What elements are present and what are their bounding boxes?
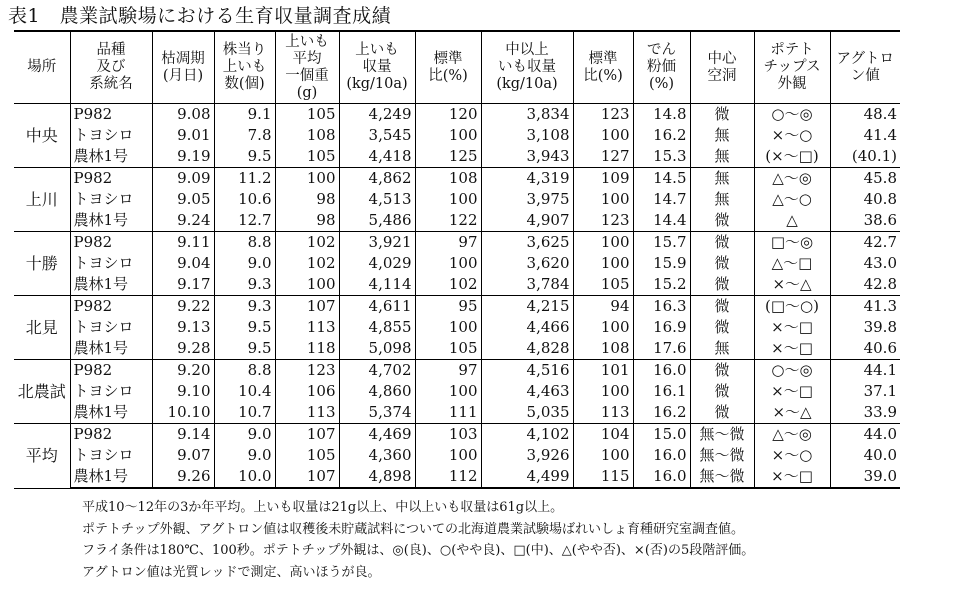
wilting-date-cell: 9.10	[152, 381, 214, 402]
wilting-date-cell: 9.05	[152, 189, 214, 210]
wilting-date-cell: 9.24	[152, 210, 214, 232]
table-row	[14, 125, 900, 146]
variety-cell: P982	[70, 168, 152, 190]
avg-tuber-weight-cell: 113	[275, 317, 339, 338]
header-avg-tuber-weight: 上いも 平均 一個重 (g)	[275, 31, 339, 104]
ml-yield-ratio-cell: 127	[573, 146, 633, 168]
marketable-yield-cell: 4,469	[339, 424, 415, 446]
agtron-cell: 43.0	[830, 253, 900, 274]
starch-value-cell: 16.2	[633, 125, 690, 146]
marketable-yield-cell: 4,860	[339, 381, 415, 402]
avg-tuber-weight-cell: 113	[275, 402, 339, 424]
location-cell: 十勝	[14, 232, 70, 296]
ml-yield-ratio-cell: 100	[573, 445, 633, 466]
avg-tuber-weight-cell: 118	[275, 338, 339, 360]
avg-tuber-weight-cell: 98	[275, 210, 339, 232]
starch-value-cell: 14.5	[633, 168, 690, 190]
wilting-date-cell: 9.04	[152, 253, 214, 274]
footnote: ポテトチップ外観、アグトロン値は収穫後未貯蔵試料についての北海道農業試験場ばれいしょ育種研究室調査値。	[82, 521, 744, 537]
yield-ratio-cell: 108	[415, 168, 481, 190]
yield-ratio-cell: 100	[415, 189, 481, 210]
footnote: 平成10～12年の3か年平均。上いも収量は21g以上、中以上いも収量は61g以上。	[82, 500, 564, 515]
medium-large-yield-cell: 4,102	[481, 424, 573, 446]
table-row	[14, 381, 900, 402]
hollow-heart-cell: 微	[690, 253, 754, 274]
starch-value-cell: 15.0	[633, 424, 690, 446]
yield-ratio-cell: 120	[415, 104, 481, 126]
header-hollow-heart: 中心 空洞	[690, 31, 754, 104]
agtron-cell: 41.4	[830, 125, 900, 146]
table-row	[14, 445, 900, 466]
chip-appearance-cell: △～◎	[754, 424, 830, 446]
chip-appearance-cell: ×～□	[754, 338, 830, 360]
starch-value-cell: 15.3	[633, 146, 690, 168]
chip-appearance-cell: △～◎	[754, 168, 830, 190]
avg-tuber-weight-cell: 107	[275, 466, 339, 488]
chip-appearance-cell: ×～□	[754, 381, 830, 402]
starch-value-cell: 16.0	[633, 445, 690, 466]
tubers-per-plant-cell: 9.0	[214, 445, 275, 466]
hollow-heart-cell: 微	[690, 274, 754, 296]
starch-value-cell: 16.2	[633, 402, 690, 424]
hollow-heart-cell: 微	[690, 232, 754, 254]
wilting-date-cell: 9.07	[152, 445, 214, 466]
agtron-cell: 44.0	[830, 424, 900, 446]
header-yield-ratio: 標準 比(%)	[415, 31, 481, 104]
marketable-yield-cell: 5,374	[339, 402, 415, 424]
starch-value-cell: 14.4	[633, 210, 690, 232]
table-row	[14, 189, 900, 210]
agtron-cell: 40.0	[830, 445, 900, 466]
avg-tuber-weight-cell: 107	[275, 296, 339, 318]
tubers-per-plant-cell: 12.7	[214, 210, 275, 232]
marketable-yield-cell: 3,921	[339, 232, 415, 254]
yield-ratio-cell: 97	[415, 360, 481, 382]
avg-tuber-weight-cell: 107	[275, 424, 339, 446]
ml-yield-ratio-cell: 94	[573, 296, 633, 318]
marketable-yield-cell: 4,611	[339, 296, 415, 318]
tubers-per-plant-cell: 9.5	[214, 338, 275, 360]
tubers-per-plant-cell: 8.8	[214, 232, 275, 254]
tubers-per-plant-cell: 11.2	[214, 168, 275, 190]
hollow-heart-cell: 無～微	[690, 466, 754, 488]
chip-appearance-cell: ○～◎	[754, 360, 830, 382]
tubers-per-plant-cell: 10.0	[214, 466, 275, 488]
variety-cell: 農林1号	[70, 274, 152, 296]
header-wilting-date: 枯凋期 (月日)	[152, 31, 214, 104]
marketable-yield-cell: 4,249	[339, 104, 415, 126]
hollow-heart-cell: 無	[690, 125, 754, 146]
wilting-date-cell: 9.09	[152, 168, 214, 190]
header-chip-appearance: ポテト チップス 外観	[754, 31, 830, 104]
hollow-heart-cell: 微	[690, 210, 754, 232]
marketable-yield-cell: 4,862	[339, 168, 415, 190]
avg-tuber-weight-cell: 106	[275, 381, 339, 402]
avg-tuber-weight-cell: 105	[275, 146, 339, 168]
marketable-yield-cell: 4,418	[339, 146, 415, 168]
agtron-cell: 33.9	[830, 402, 900, 424]
ml-yield-ratio-cell: 123	[573, 210, 633, 232]
yield-ratio-cell: 95	[415, 296, 481, 318]
tubers-per-plant-cell: 9.0	[214, 253, 275, 274]
table-row	[14, 104, 900, 126]
medium-large-yield-cell: 3,625	[481, 232, 573, 254]
yield-ratio-cell: 111	[415, 402, 481, 424]
medium-large-yield-cell: 3,620	[481, 253, 573, 274]
starch-value-cell: 14.7	[633, 189, 690, 210]
header-ml-yield-ratio: 標準 比(%)	[573, 31, 633, 104]
agtron-cell: 40.8	[830, 189, 900, 210]
chip-appearance-cell: □～◎	[754, 232, 830, 254]
medium-large-yield-cell: 4,499	[481, 466, 573, 488]
tubers-per-plant-cell: 8.8	[214, 360, 275, 382]
marketable-yield-cell: 4,855	[339, 317, 415, 338]
hollow-heart-cell: 無	[690, 146, 754, 168]
medium-large-yield-cell: 3,926	[481, 445, 573, 466]
yield-table	[14, 30, 900, 489]
hollow-heart-cell: 微	[690, 381, 754, 402]
agtron-cell: 37.1	[830, 381, 900, 402]
footnotes	[82, 497, 754, 583]
starch-value-cell: 16.1	[633, 381, 690, 402]
agtron-cell: 38.6	[830, 210, 900, 232]
header-marketable-yield: 上いも 収量 (kg/10a)	[339, 31, 415, 104]
ml-yield-ratio-cell: 100	[573, 381, 633, 402]
medium-large-yield-cell: 4,319	[481, 168, 573, 190]
variety-cell: トヨシロ	[70, 253, 152, 274]
hollow-heart-cell: 微	[690, 360, 754, 382]
table-row	[14, 317, 900, 338]
agtron-cell: 41.3	[830, 296, 900, 318]
table-row	[14, 466, 900, 488]
ml-yield-ratio-cell: 104	[573, 424, 633, 446]
variety-cell: P982	[70, 424, 152, 446]
wilting-date-cell: 9.11	[152, 232, 214, 254]
header-medium-large-yield: 中以上 いも収量 (kg/10a)	[481, 31, 573, 104]
hollow-heart-cell: 微	[690, 402, 754, 424]
ml-yield-ratio-cell: 100	[573, 189, 633, 210]
medium-large-yield-cell: 5,035	[481, 402, 573, 424]
location-cell: 北見	[14, 296, 70, 360]
avg-tuber-weight-cell: 102	[275, 253, 339, 274]
tubers-per-plant-cell: 9.3	[214, 296, 275, 318]
avg-tuber-weight-cell: 100	[275, 168, 339, 190]
variety-cell: 農林1号	[70, 210, 152, 232]
chip-appearance-cell: ×～△	[754, 402, 830, 424]
avg-tuber-weight-cell: 105	[275, 445, 339, 466]
starch-value-cell: 16.9	[633, 317, 690, 338]
hollow-heart-cell: 微	[690, 296, 754, 318]
variety-cell: トヨシロ	[70, 445, 152, 466]
tubers-per-plant-cell: 7.8	[214, 125, 275, 146]
ml-yield-ratio-cell: 109	[573, 168, 633, 190]
header-location: 場所	[14, 31, 70, 104]
header-row	[14, 31, 900, 104]
location-cell: 平均	[14, 424, 70, 489]
agtron-cell: 40.6	[830, 338, 900, 360]
ml-yield-ratio-cell: 115	[573, 466, 633, 488]
agtron-cell: 42.7	[830, 232, 900, 254]
footnote: フライ条件は180℃、100秒。ポテトチップ外観は、◎(良)、○(やや良)、□(中)、△(やや否)、×(否)の5段階評価。	[82, 543, 755, 558]
variety-cell: 農林1号	[70, 466, 152, 488]
ml-yield-ratio-cell: 123	[573, 104, 633, 126]
agtron-cell: (40.1)	[830, 146, 900, 168]
table-row	[14, 146, 900, 168]
wilting-date-cell: 9.20	[152, 360, 214, 382]
yield-ratio-cell: 97	[415, 232, 481, 254]
location-cell: 北農試	[14, 360, 70, 424]
yield-ratio-cell: 100	[415, 381, 481, 402]
starch-value-cell: 15.9	[633, 253, 690, 274]
location-cell: 上川	[14, 168, 70, 232]
variety-cell: トヨシロ	[70, 125, 152, 146]
variety-cell: P982	[70, 104, 152, 126]
marketable-yield-cell: 4,360	[339, 445, 415, 466]
variety-cell: P982	[70, 232, 152, 254]
chip-appearance-cell: ×～○	[754, 125, 830, 146]
tubers-per-plant-cell: 10.6	[214, 189, 275, 210]
medium-large-yield-cell: 3,784	[481, 274, 573, 296]
avg-tuber-weight-cell: 108	[275, 125, 339, 146]
ml-yield-ratio-cell: 105	[573, 274, 633, 296]
tubers-per-plant-cell: 9.5	[214, 317, 275, 338]
table-row	[14, 232, 900, 254]
ml-yield-ratio-cell: 100	[573, 317, 633, 338]
table-row	[14, 402, 900, 424]
marketable-yield-cell: 3,545	[339, 125, 415, 146]
agtron-cell: 45.8	[830, 168, 900, 190]
starch-value-cell: 16.0	[633, 360, 690, 382]
yield-ratio-cell: 100	[415, 253, 481, 274]
marketable-yield-cell: 5,486	[339, 210, 415, 232]
marketable-yield-cell: 4,513	[339, 189, 415, 210]
tubers-per-plant-cell: 10.4	[214, 381, 275, 402]
chip-appearance-cell: ×～□	[754, 466, 830, 488]
ml-yield-ratio-cell: 113	[573, 402, 633, 424]
starch-value-cell: 14.8	[633, 104, 690, 126]
medium-large-yield-cell: 3,975	[481, 189, 573, 210]
table-body	[14, 104, 900, 489]
yield-ratio-cell: 100	[415, 317, 481, 338]
table-row	[14, 424, 900, 446]
wilting-date-cell: 10.10	[152, 402, 214, 424]
yield-ratio-cell: 112	[415, 466, 481, 488]
chip-appearance-cell: (×～□)	[754, 146, 830, 168]
wilting-date-cell: 9.08	[152, 104, 214, 126]
marketable-yield-cell: 4,702	[339, 360, 415, 382]
variety-cell: トヨシロ	[70, 381, 152, 402]
hollow-heart-cell: 無	[690, 338, 754, 360]
table-row	[14, 168, 900, 190]
chip-appearance-cell: ×～△	[754, 274, 830, 296]
variety-cell: 農林1号	[70, 146, 152, 168]
chip-appearance-cell: (□～○)	[754, 296, 830, 318]
avg-tuber-weight-cell: 100	[275, 274, 339, 296]
starch-value-cell: 16.0	[633, 466, 690, 488]
header-starch-value: でん 粉価 (%)	[633, 31, 690, 104]
agtron-cell: 42.8	[830, 274, 900, 296]
chip-appearance-cell: △～□	[754, 253, 830, 274]
starch-value-cell: 15.2	[633, 274, 690, 296]
agtron-cell: 48.4	[830, 104, 900, 126]
table-row	[14, 274, 900, 296]
table-title: 表1 農業試験場における生育収量調査成績	[8, 5, 392, 27]
yield-ratio-cell: 100	[415, 125, 481, 146]
wilting-date-cell: 9.19	[152, 146, 214, 168]
ml-yield-ratio-cell: 101	[573, 360, 633, 382]
medium-large-yield-cell: 4,463	[481, 381, 573, 402]
wilting-date-cell: 9.22	[152, 296, 214, 318]
agtron-cell: 39.0	[830, 466, 900, 488]
tubers-per-plant-cell: 9.3	[214, 274, 275, 296]
variety-cell: トヨシロ	[70, 317, 152, 338]
agtron-cell: 39.8	[830, 317, 900, 338]
medium-large-yield-cell: 4,516	[481, 360, 573, 382]
medium-large-yield-cell: 3,108	[481, 125, 573, 146]
chip-appearance-cell: △	[754, 210, 830, 232]
wilting-date-cell: 9.13	[152, 317, 214, 338]
marketable-yield-cell: 5,098	[339, 338, 415, 360]
header-variety: 品種 及び 系統名	[70, 31, 152, 104]
header-tubers-per-plant: 株当り 上いも 数(個)	[214, 31, 275, 104]
variety-cell: 農林1号	[70, 338, 152, 360]
table-row	[14, 210, 900, 232]
avg-tuber-weight-cell: 98	[275, 189, 339, 210]
ml-yield-ratio-cell: 108	[573, 338, 633, 360]
yield-ratio-cell: 122	[415, 210, 481, 232]
hollow-heart-cell: 無～微	[690, 424, 754, 446]
table-row	[14, 253, 900, 274]
table-row	[14, 296, 900, 318]
yield-ratio-cell: 103	[415, 424, 481, 446]
yield-ratio-cell: 102	[415, 274, 481, 296]
chip-appearance-cell: △～○	[754, 189, 830, 210]
location-cell: 中央	[14, 104, 70, 168]
marketable-yield-cell: 4,029	[339, 253, 415, 274]
footnote: アグトロン値は光質レッドで測定、高いほうが良。	[82, 564, 381, 580]
hollow-heart-cell: 無～微	[690, 445, 754, 466]
avg-tuber-weight-cell: 105	[275, 104, 339, 126]
table-row	[14, 338, 900, 360]
medium-large-yield-cell: 4,466	[481, 317, 573, 338]
medium-large-yield-cell: 4,907	[481, 210, 573, 232]
table-row	[14, 360, 900, 382]
variety-cell: P982	[70, 360, 152, 382]
tubers-per-plant-cell: 9.0	[214, 424, 275, 446]
yield-ratio-cell: 105	[415, 338, 481, 360]
wilting-date-cell: 9.26	[152, 466, 214, 488]
medium-large-yield-cell: 4,828	[481, 338, 573, 360]
chip-appearance-cell: ×～□	[754, 317, 830, 338]
ml-yield-ratio-cell: 100	[573, 232, 633, 254]
hollow-heart-cell: 微	[690, 317, 754, 338]
hollow-heart-cell: 無	[690, 168, 754, 190]
avg-tuber-weight-cell: 123	[275, 360, 339, 382]
marketable-yield-cell: 4,898	[339, 466, 415, 488]
medium-large-yield-cell: 3,943	[481, 146, 573, 168]
wilting-date-cell: 9.01	[152, 125, 214, 146]
tubers-per-plant-cell: 9.1	[214, 104, 275, 126]
chip-appearance-cell: ○～◎	[754, 104, 830, 126]
ml-yield-ratio-cell: 100	[573, 253, 633, 274]
wilting-date-cell: 9.28	[152, 338, 214, 360]
variety-cell: トヨシロ	[70, 189, 152, 210]
tubers-per-plant-cell: 10.7	[214, 402, 275, 424]
medium-large-yield-cell: 3,834	[481, 104, 573, 126]
agtron-cell: 44.1	[830, 360, 900, 382]
chip-appearance-cell: ×～○	[754, 445, 830, 466]
hollow-heart-cell: 微	[690, 104, 754, 126]
variety-cell: P982	[70, 296, 152, 318]
starch-value-cell: 17.6	[633, 338, 690, 360]
marketable-yield-cell: 4,114	[339, 274, 415, 296]
starch-value-cell: 16.3	[633, 296, 690, 318]
avg-tuber-weight-cell: 102	[275, 232, 339, 254]
medium-large-yield-cell: 4,215	[481, 296, 573, 318]
wilting-date-cell: 9.14	[152, 424, 214, 446]
yield-ratio-cell: 100	[415, 445, 481, 466]
hollow-heart-cell: 無	[690, 189, 754, 210]
starch-value-cell: 15.7	[633, 232, 690, 254]
yield-ratio-cell: 125	[415, 146, 481, 168]
tubers-per-plant-cell: 9.5	[214, 146, 275, 168]
variety-cell: 農林1号	[70, 402, 152, 424]
header-agtron: アグトロ ン値	[830, 31, 900, 104]
wilting-date-cell: 9.17	[152, 274, 214, 296]
ml-yield-ratio-cell: 100	[573, 125, 633, 146]
